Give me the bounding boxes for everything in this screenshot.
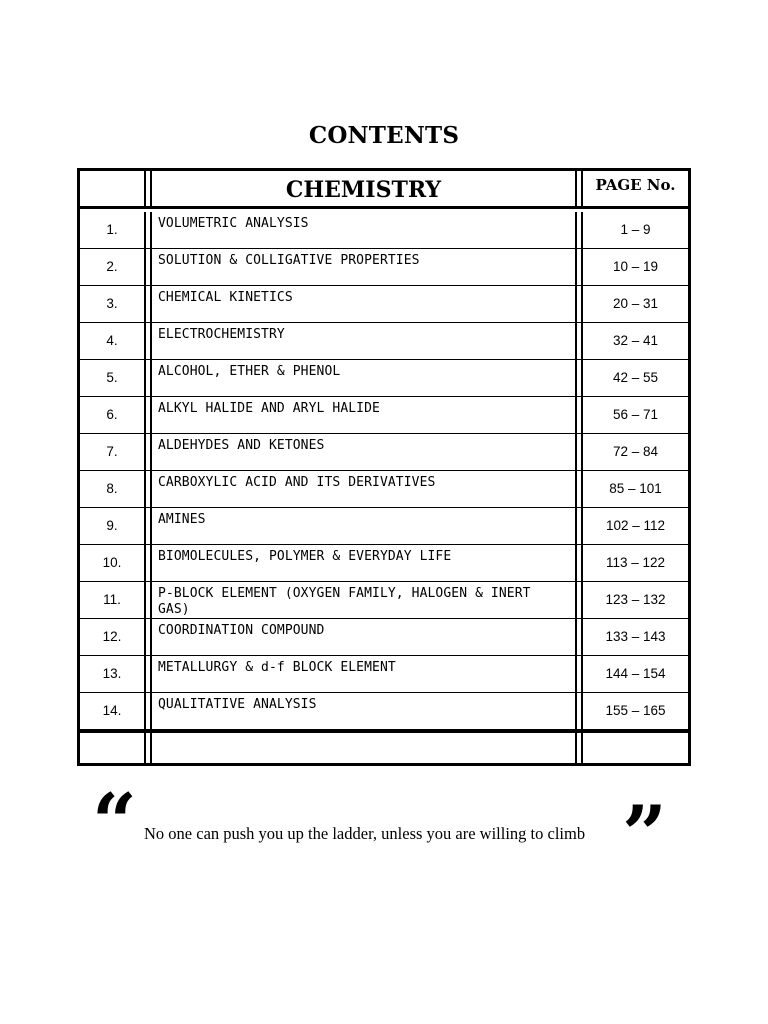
chapter-title: ELECTROCHEMISTRY <box>150 323 577 359</box>
table-row <box>80 656 688 693</box>
table-row <box>80 693 688 730</box>
table-row <box>80 323 688 360</box>
chapter-number: 10. <box>80 545 146 581</box>
chapter-number: 2. <box>80 249 146 285</box>
motivational-quote <box>92 777 682 880</box>
page-range: 56 – 71 <box>581 397 688 433</box>
page-range: 42 – 55 <box>581 360 688 396</box>
page-title: CONTENTS <box>308 122 460 149</box>
chapter-title: SOLUTION & COLLIGATIVE PROPERTIES <box>150 249 577 285</box>
quote-text: No one can push you up the ladder, unless you are willing to climb <box>144 824 586 843</box>
page-range: 72 – 84 <box>581 434 688 470</box>
chapter-title: CARBOXYLIC ACID AND ITS DERIVATIVES <box>150 471 577 507</box>
table-footer-row <box>80 730 688 763</box>
table-row <box>80 212 688 249</box>
page-range: 144 – 154 <box>581 656 688 692</box>
chapter-number: 7. <box>80 434 146 470</box>
chapter-title: COORDINATION COMPOUND <box>150 619 577 655</box>
chapter-title: CHEMICAL KINETICS <box>150 286 577 322</box>
chapter-title: VOLUMETRIC ANALYSIS <box>150 212 577 248</box>
page-range: 133 – 143 <box>581 619 688 655</box>
chapter-number: 12. <box>80 619 146 655</box>
page-range: 85 – 101 <box>581 471 688 507</box>
close-quote-mark-icon: ” <box>622 789 667 880</box>
empty-footer-cell <box>80 733 146 763</box>
empty-footer-cell <box>581 733 688 763</box>
table-row <box>80 397 688 434</box>
page-range: 123 – 132 <box>581 582 688 618</box>
chapter-number: 14. <box>80 693 146 729</box>
page-range: 155 – 165 <box>581 693 688 729</box>
page-range: 20 – 31 <box>581 286 688 322</box>
open-quote-mark-icon: “ <box>92 777 137 868</box>
chapter-title: P-BLOCK ELEMENT (OXYGEN FAMILY, HALOGEN & INERT GAS) <box>150 582 577 618</box>
chapter-title: ALCOHOL, ETHER & PHENOL <box>150 360 577 396</box>
chapter-number: 4. <box>80 323 146 359</box>
chapter-title: ALKYL HALIDE AND ARYL HALIDE <box>150 397 577 433</box>
chapter-number: 1. <box>80 212 146 248</box>
page-range: 113 – 122 <box>581 545 688 581</box>
chapter-number: 9. <box>80 508 146 544</box>
page-range: 32 – 41 <box>581 323 688 359</box>
chapter-number: 5. <box>80 360 146 396</box>
chapter-number: 13. <box>80 656 146 692</box>
subject-header: CHEMISTRY <box>150 171 577 206</box>
table-row <box>80 545 688 582</box>
page-range: 102 – 112 <box>581 508 688 544</box>
table-row <box>80 582 688 619</box>
chapter-title: QUALITATIVE ANALYSIS <box>150 693 577 729</box>
table-row <box>80 619 688 656</box>
chapter-number: 8. <box>80 471 146 507</box>
table-row <box>80 249 688 286</box>
page-range: 1 – 9 <box>581 212 688 248</box>
table-row <box>80 360 688 397</box>
page-number-header: PAGE No. <box>581 171 688 206</box>
chapter-number: 6. <box>80 397 146 433</box>
table-row <box>80 471 688 508</box>
table-row <box>80 434 688 471</box>
chapter-title: AMINES <box>150 508 577 544</box>
header-number-cell <box>80 171 146 206</box>
table-header-row <box>80 171 688 209</box>
chapter-title: BIOMOLECULES, POLYMER & EVERYDAY LIFE <box>150 545 577 581</box>
contents-table <box>77 168 691 766</box>
chapter-number: 3. <box>80 286 146 322</box>
chapter-title: METALLURGY & d-f BLOCK ELEMENT <box>150 656 577 692</box>
table-row <box>80 286 688 323</box>
chapter-number: 11. <box>80 582 146 618</box>
table-row <box>80 508 688 545</box>
page-range: 10 – 19 <box>581 249 688 285</box>
chapter-title: ALDEHYDES AND KETONES <box>150 434 577 470</box>
empty-footer-cell <box>150 733 577 763</box>
